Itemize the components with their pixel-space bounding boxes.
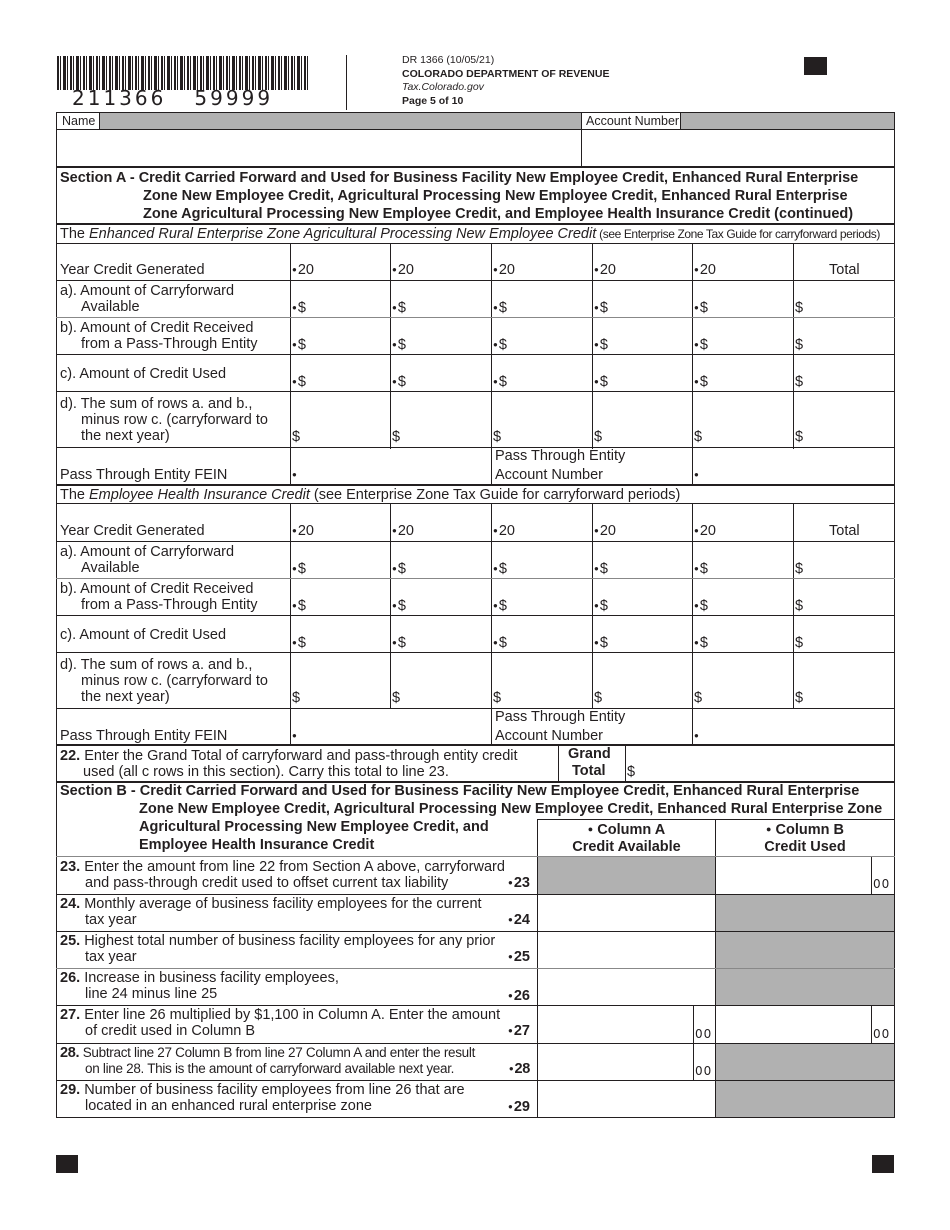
divider <box>56 615 895 616</box>
t2-year-3-input[interactable]: ● 20 <box>493 523 515 539</box>
t2-b-2-input[interactable]: ● $ <box>392 598 406 614</box>
t2-year-1-input[interactable]: ● 20 <box>292 523 314 539</box>
form-header <box>402 54 609 108</box>
divider <box>56 484 895 486</box>
t2-c-5-input[interactable]: ● $ <box>694 635 708 651</box>
page-number: Page 5 of 10 <box>402 94 464 107</box>
divider <box>56 166 895 168</box>
t1-a-total-input[interactable]: $ <box>795 300 804 316</box>
t2-year-5-input[interactable]: ● 20 <box>694 523 716 539</box>
t1-b-5-input[interactable]: ● $ <box>694 337 708 353</box>
t2-d-5-input[interactable]: $ <box>694 690 703 706</box>
t2-a-4-input[interactable]: ● $ <box>594 561 608 577</box>
t2-d-1-input[interactable]: $ <box>292 690 301 706</box>
line-27-col-a-input[interactable] <box>538 1006 692 1043</box>
header-divider <box>346 55 347 110</box>
t1-c-4-input[interactable]: ● $ <box>594 374 608 390</box>
t1-year-5-input[interactable]: ● 20 <box>694 262 716 278</box>
line-24-col-a-input[interactable] <box>538 895 715 931</box>
line-23-col-b-input[interactable] <box>716 857 870 894</box>
t2-year-label: Year Credit Generated <box>60 523 205 539</box>
bullet-icon: ● <box>766 824 772 834</box>
line-26-col-a-input[interactable] <box>538 969 715 1005</box>
column-b-header: ● Column B Credit Used <box>764 822 846 855</box>
divider <box>56 541 895 542</box>
t2-total-header: Total <box>829 523 860 539</box>
t2-a-1-input[interactable]: ● $ <box>292 561 306 577</box>
line-23: 23. Enter the amount from line 22 from Section A above, carryforward and pass-through credit used to offset current tax liability ● 23 <box>60 859 532 891</box>
t2-year-4-input[interactable]: ● 20 <box>594 523 616 539</box>
table1-intro: The Enhanced Rural Enterprise Zone Agricultural Processing New Employee Credit (see Enterprise Zone Tax Guide for carryforward periods) <box>60 226 880 242</box>
divider <box>56 223 895 225</box>
t2-b-1-input[interactable]: ● $ <box>292 598 306 614</box>
column-a-header: ● Column A Credit Available <box>572 822 681 855</box>
t2-a-total-input[interactable]: $ <box>795 561 804 577</box>
t1-a-5-input[interactable]: ● $ <box>694 300 708 316</box>
t2-row-c-label: c). Amount of Credit Used <box>60 627 227 643</box>
t2-fein-label: Pass Through Entity FEIN <box>60 728 228 744</box>
divider <box>56 447 895 448</box>
section-b-title: Section B - Credit Carried Forward and Used for Business Facility New Employee Credit, Enhanced Rural Enterprise Zone New Employee Credit, Agricultural Processing New Employee Credit, Enhanced Rural Enterprise Zone Agricultural Processing New Employee Credit, and Employee Health Insurance Credit <box>60 783 883 853</box>
t2-a-5-input[interactable]: ● $ <box>694 561 708 577</box>
t1-b-total-input[interactable]: $ <box>795 337 804 353</box>
t2-b-total-input[interactable]: $ <box>795 598 804 614</box>
t2-row-b-label: b). Amount of Credit Received from a Pass-Through Entity <box>60 581 258 613</box>
line-25: 25. Highest total number of business facility employees for any prior tax year ● 25 <box>60 933 532 965</box>
divider <box>56 744 895 746</box>
line-28-col-b-disabled <box>716 1044 894 1080</box>
t1-c-3-input[interactable]: ● $ <box>493 374 507 390</box>
divider <box>56 317 895 318</box>
registration-mark-bottom-left <box>56 1155 78 1173</box>
grid-line <box>592 243 593 449</box>
t2-b-5-input[interactable]: ● $ <box>694 598 708 614</box>
t2-pte-account-label: Pass Through Entity Account Number <box>495 709 626 744</box>
t1-year-1-input[interactable]: ● 20 <box>292 262 314 278</box>
section-a-title: Section A - Credit Carried Forward and Used for Business Facility New Employee Credit, Enhanced Rural Enterprise Zone New Employee Credit, Agricultural Processing New Employee Credit, Enhanced Rural Enterprise Zone Agricultural Processing New Employee Credit, and Employee Health Insurance Credit (continued) <box>60 170 859 222</box>
t1-pte-account-label: Pass Through Entity Account Number <box>495 448 626 483</box>
line-ref-26: ● 26 <box>508 988 530 1004</box>
grid-line <box>558 745 559 782</box>
t1-d-total-input[interactable]: $ <box>795 429 804 445</box>
line-22-text: 22. Enter the Grand Total of carryforward and pass-through entity credit used (all c rows in this section). Carry this total to line 23. <box>60 748 518 780</box>
line-24: 24. Monthly average of business facility employees for the current tax year ● 24 <box>60 896 532 928</box>
t1-year-3-input[interactable]: ● 20 <box>493 262 515 278</box>
registration-mark-bottom-right <box>872 1155 894 1173</box>
t1-c-2-input[interactable]: ● $ <box>392 374 406 390</box>
t2-c-2-input[interactable]: ● $ <box>392 635 406 651</box>
t1-fein-label: Pass Through Entity FEIN <box>60 467 228 483</box>
t1-d-5-input[interactable]: $ <box>694 429 703 445</box>
line-ref-29: ● 29 <box>508 1099 530 1115</box>
t2-d-total-input[interactable]: $ <box>795 690 804 706</box>
t1-total-header: Total <box>829 262 860 278</box>
t1-pte-account-input[interactable] <box>694 467 894 483</box>
grid-line <box>793 503 794 709</box>
line-29: 29. Number of business facility employees from line 26 that are located in an enhanced rural enterprise zone ● 29 <box>60 1082 532 1114</box>
barcode-number: 211366 59999 <box>72 86 274 110</box>
name-label-bar <box>56 112 895 130</box>
t2-c-4-input[interactable]: ● $ <box>594 635 608 651</box>
t1-d-2-input[interactable]: $ <box>392 429 401 445</box>
website: Tax.Colorado.gov <box>402 81 484 93</box>
form-id: DR 1366 (10/05/21) <box>402 54 495 66</box>
table2-intro: The Employee Health Insurance Credit (see Enterprise Zone Tax Guide for carryforward periods) <box>60 487 681 503</box>
divider <box>56 578 895 579</box>
line-28-col-a-input[interactable] <box>538 1044 692 1080</box>
account-label: Account Number <box>581 113 681 129</box>
t1-year-2-input[interactable]: ● 20 <box>392 262 414 278</box>
t2-c-3-input[interactable]: ● $ <box>493 635 507 651</box>
line-28: 28. Subtract line 27 Column B from line 27 Column A and enter the result on line 28. This is the amount of carryforward available next year. ● 28 <box>60 1045 532 1077</box>
t2-row-d-label: d). The sum of rows a. and b., minus row c. (carryforward to the next year) <box>60 657 268 705</box>
line-29-col-a-input[interactable] <box>538 1081 715 1118</box>
t1-b-1-input[interactable]: ● $ <box>292 337 306 353</box>
grid-line <box>871 1006 872 1043</box>
grid-line <box>793 243 794 449</box>
t1-year-label: Year Credit Generated <box>60 262 205 278</box>
line-27-col-a-cents: 00 <box>695 1027 713 1041</box>
line-25-col-a-input[interactable] <box>538 932 715 968</box>
t2-b-4-input[interactable]: ● $ <box>594 598 608 614</box>
t1-c-5-input[interactable]: ● $ <box>694 374 708 390</box>
t2-d-4-input[interactable]: $ <box>594 690 603 706</box>
divider <box>56 652 895 653</box>
line-27: 27. Enter line 26 multiplied by $1,100 in Column A. Enter the amount of credit used in Column B ● 27 <box>60 1007 532 1039</box>
grid-line <box>625 745 626 782</box>
t2-c-1-input[interactable]: ● $ <box>292 635 306 651</box>
grand-total-input[interactable]: $ <box>627 764 636 780</box>
t2-row-a-label: a). Amount of Carryforward Available <box>60 544 235 576</box>
divider <box>56 391 895 392</box>
divider <box>56 243 895 244</box>
t1-row-c-label: c). Amount of Credit Used <box>60 366 227 382</box>
line-ref-25: ● 25 <box>508 949 530 965</box>
name-input[interactable] <box>56 129 582 167</box>
line-ref-27: ● 27 <box>508 1023 530 1039</box>
t1-a-1-input[interactable]: ● $ <box>292 300 306 316</box>
t1-row-a-label: a). Amount of Carryforward Available <box>60 283 235 315</box>
line-26-col-b-disabled <box>716 969 894 1005</box>
t1-b-4-input[interactable]: ● $ <box>594 337 608 353</box>
t2-b-3-input[interactable]: ● $ <box>493 598 507 614</box>
t1-c-1-input[interactable]: ● $ <box>292 374 306 390</box>
t2-c-total-input[interactable]: $ <box>795 635 804 651</box>
bullet-icon: ● <box>587 824 594 834</box>
divider <box>537 819 895 820</box>
line-24-col-b-disabled <box>716 895 894 931</box>
barcode <box>57 56 309 90</box>
grand-total-label: Grand Total <box>568 746 611 779</box>
t1-c-total-input[interactable]: $ <box>795 374 804 390</box>
t1-a-3-input[interactable]: ● $ <box>493 300 507 316</box>
divider <box>56 280 895 281</box>
line-27-col-b-input[interactable] <box>716 1006 870 1043</box>
line-26: 26. Increase in business facility employees, line 24 minus line 25 ● 26 <box>60 970 532 1002</box>
t1-a-2-input[interactable]: ● $ <box>392 300 406 316</box>
t1-d-4-input[interactable]: $ <box>594 429 603 445</box>
divider <box>56 354 895 355</box>
line-29-col-b-disabled <box>716 1081 894 1117</box>
t2-a-2-input[interactable]: ● $ <box>392 561 406 577</box>
line-28-col-a-cents: 00 <box>695 1064 713 1078</box>
t1-row-b-label: b). Amount of Credit Received from a Pass-Through Entity <box>60 320 258 352</box>
t1-b-3-input[interactable]: ● $ <box>493 337 507 353</box>
line-23-col-a-disabled <box>538 857 715 894</box>
line-ref-24: ● 24 <box>508 912 530 928</box>
t1-year-4-input[interactable]: ● 20 <box>594 262 616 278</box>
grid-line <box>693 1006 694 1080</box>
line-25-col-b-disabled <box>716 932 894 968</box>
t2-a-3-input[interactable]: ● $ <box>493 561 507 577</box>
grid-line <box>592 503 593 709</box>
t1-row-d-label: d). The sum of rows a. and b., minus row c. (carryforward to the next year) <box>60 396 268 444</box>
t1-a-4-input[interactable]: ● $ <box>594 300 608 316</box>
line-23-col-b-cents: 00 <box>873 877 891 891</box>
t2-pte-account-input[interactable] <box>694 728 894 744</box>
t2-d-3-input[interactable]: $ <box>493 690 502 706</box>
grid-line <box>871 857 872 894</box>
name-label: Name <box>57 113 100 129</box>
divider <box>56 708 895 709</box>
divider <box>56 503 895 504</box>
grid-line <box>390 503 391 709</box>
t2-fein-input[interactable] <box>292 728 490 744</box>
line-ref-23: ● 23 <box>508 875 530 891</box>
t1-d-1-input[interactable]: $ <box>292 429 301 445</box>
t1-b-2-input[interactable]: ● $ <box>392 337 406 353</box>
t2-year-2-input[interactable]: ● 20 <box>392 523 414 539</box>
grid-line <box>390 243 391 449</box>
line-27-col-b-cents: 00 <box>873 1027 891 1041</box>
t2-d-2-input[interactable]: $ <box>392 690 401 706</box>
department-name: COLORADO DEPARTMENT OF REVENUE <box>402 67 610 80</box>
registration-mark-top-right <box>804 57 827 75</box>
line-ref-28: ● 28 <box>509 1061 530 1077</box>
account-number-input[interactable] <box>581 129 895 167</box>
t1-fein-input[interactable] <box>292 467 490 483</box>
t1-d-3-input[interactable]: $ <box>493 429 502 445</box>
